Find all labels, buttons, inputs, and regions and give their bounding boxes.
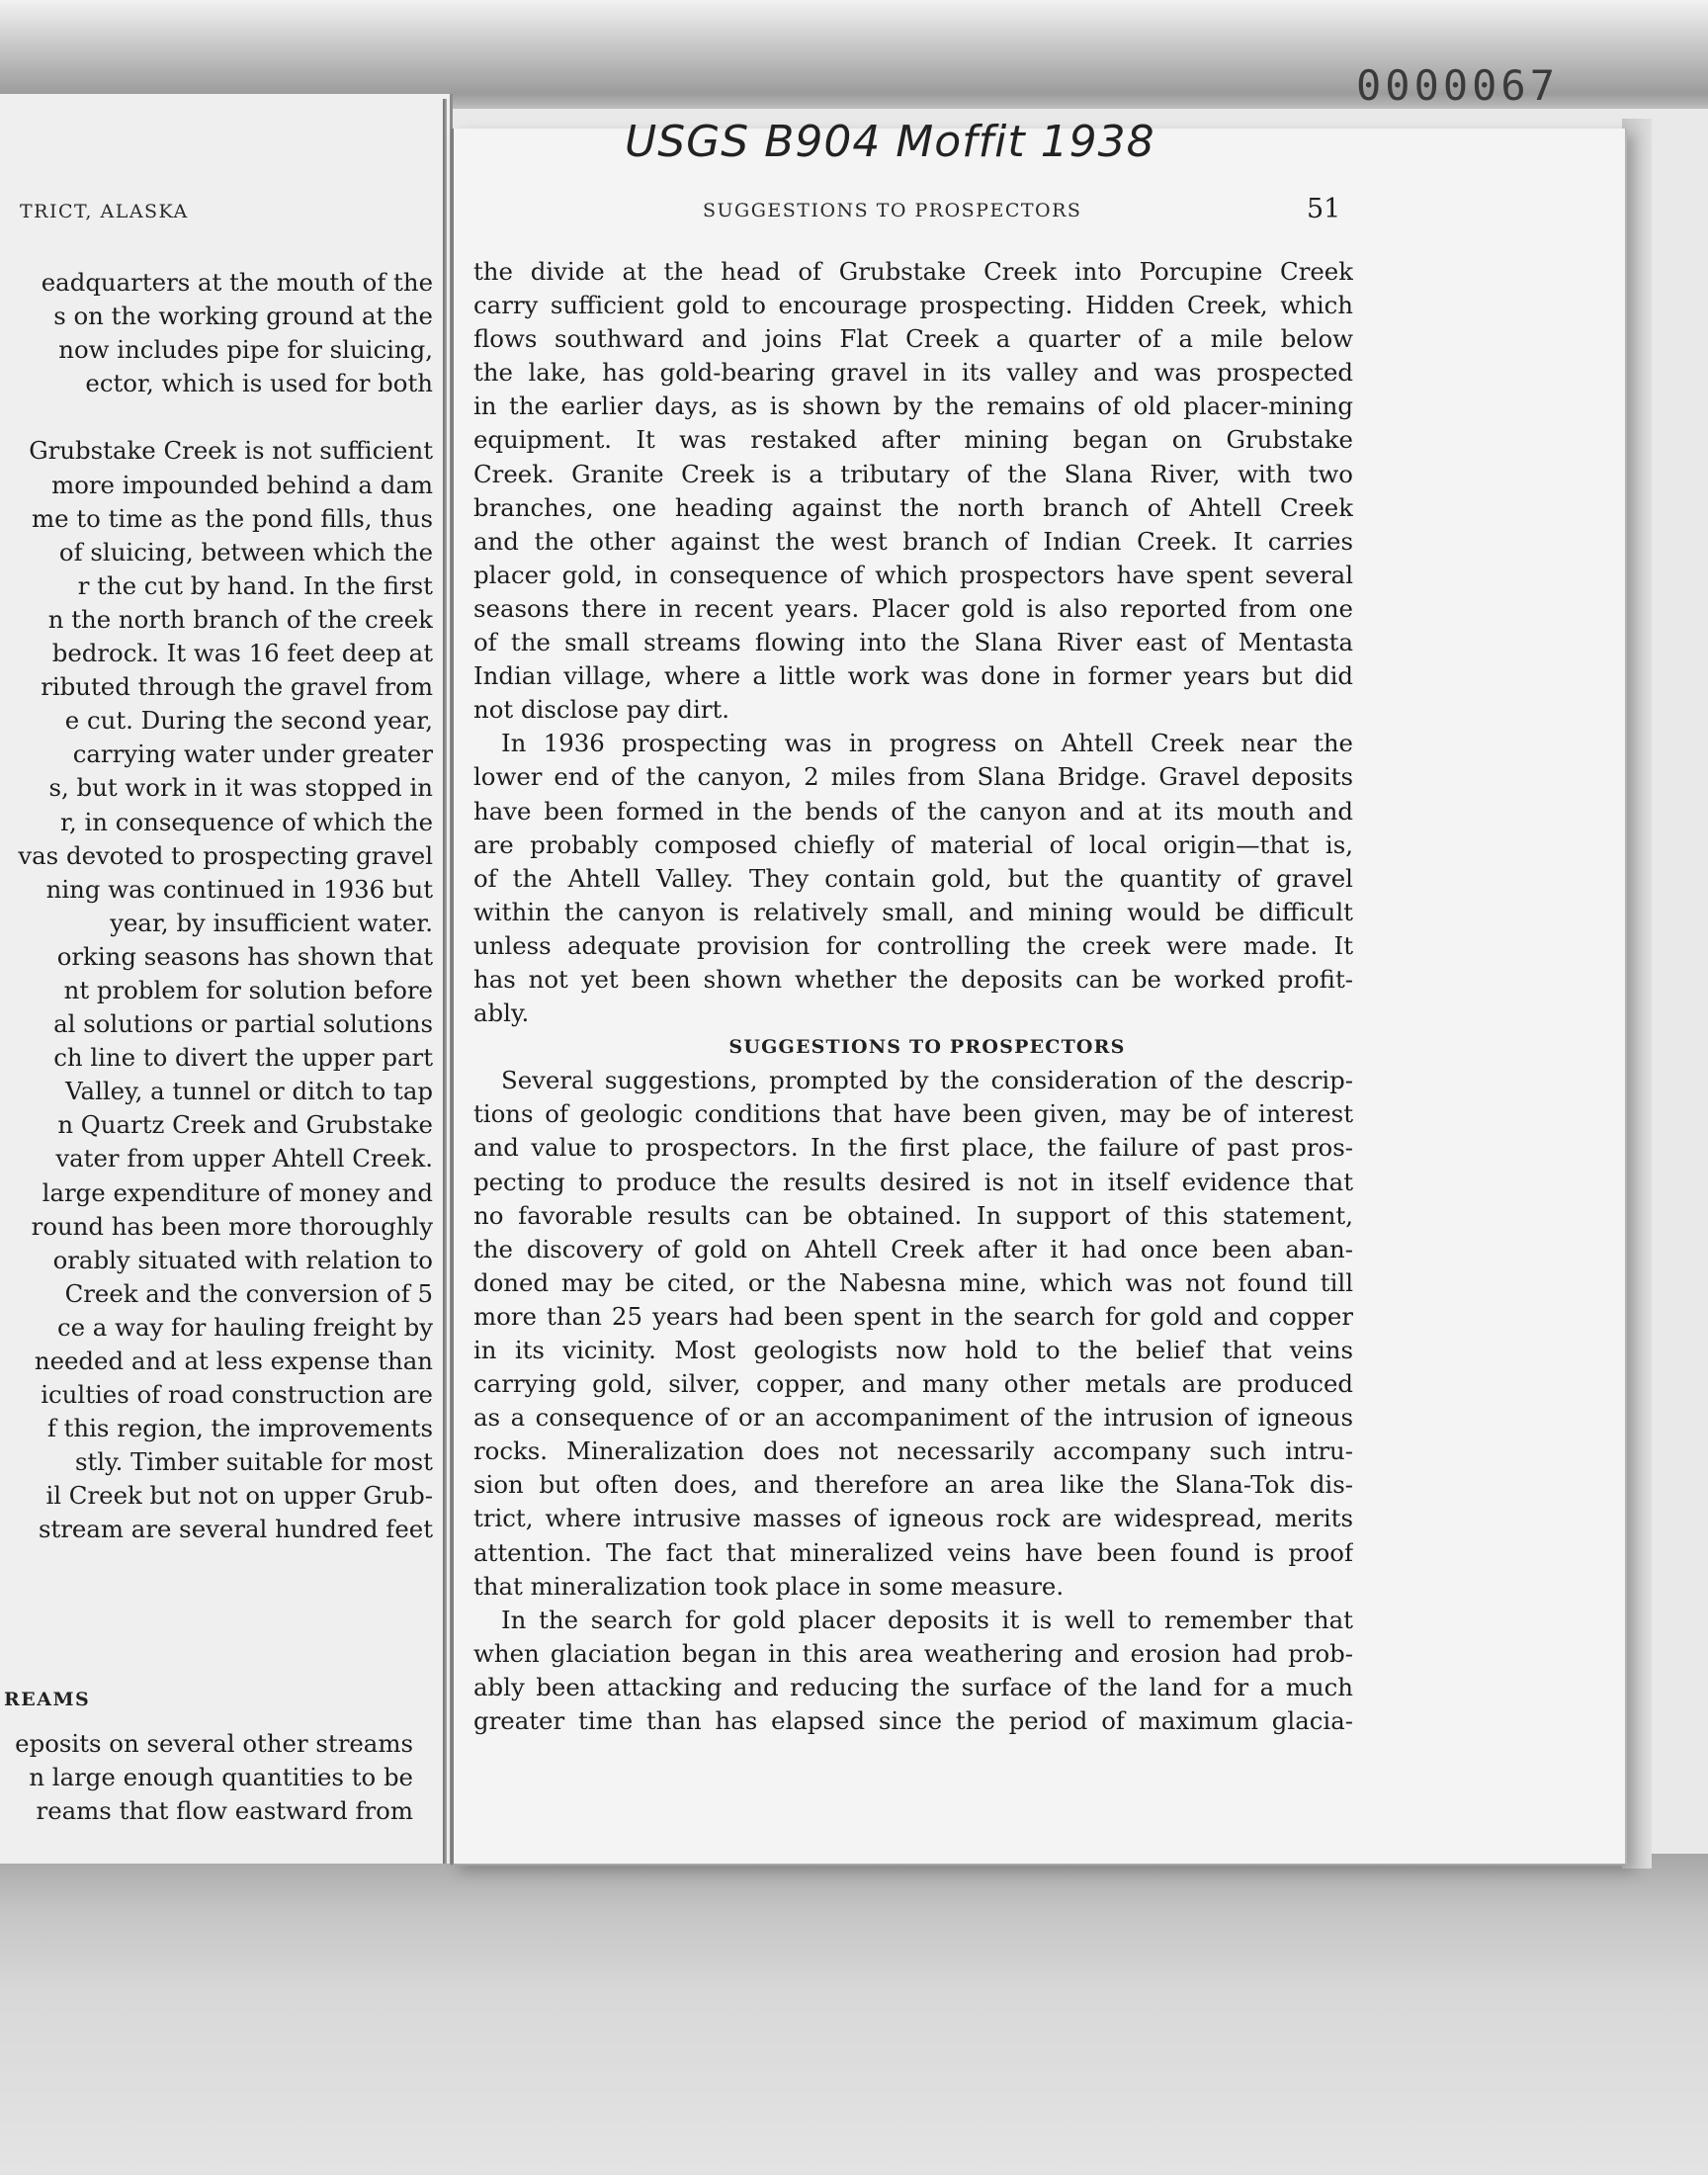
text-line: In the search for gold placer deposits it is well to remember that: [501, 1605, 1353, 1634]
text-line: Valley, a tunnel or ditch to tap: [65, 1077, 433, 1106]
text-line: lower end of the canyon, 2 miles from Slana Bridge. Gravel deposits: [473, 762, 1353, 792]
text-line: orably situated with relation to: [52, 1245, 433, 1274]
text-line: n Quartz Creek and Grubstake: [57, 1110, 433, 1140]
text-line: Indian village, where a little work was done in former years but did: [473, 661, 1353, 691]
page-number: 51: [1307, 194, 1341, 224]
text-line: more than 25 years had been spent in the search for gold and copper: [473, 1301, 1353, 1331]
text-line: unless adequate provision for controlling the creek were made. It: [473, 930, 1353, 960]
text-line: of sluicing, between which the: [58, 537, 433, 566]
text-line: il Creek but not on upper Grub-: [45, 1481, 433, 1511]
text-line: carrying water under greater: [72, 740, 433, 769]
text-line: the discovery of gold on Ahtell Creek after it had once been aban-: [473, 1234, 1353, 1263]
text-line: reams that flow eastward from: [36, 1796, 413, 1826]
text-line: tions of geologic conditions that have been given, may be of interest: [473, 1099, 1353, 1129]
text-line: ributed through the gravel from: [41, 672, 433, 702]
text-line: Grubstake Creek is not sufficient: [29, 436, 433, 466]
text-line: pecting to produce the results desired is not in itself evidence that: [473, 1167, 1353, 1196]
text-line: round has been more thoroughly: [31, 1211, 433, 1241]
text-line: Creek. Granite Creek is a tributary of the Slana River, with two: [473, 459, 1353, 488]
text-line: more impounded behind a dam: [51, 470, 433, 499]
paragraph-3: [473, 1064, 1353, 1604]
text-line: vater from upper Ahtell Creek.: [55, 1144, 433, 1174]
paragraph-1: [473, 255, 1353, 727]
text-line: n large enough quantities to be: [29, 1763, 413, 1792]
left-section-heading: REAMS: [4, 1689, 91, 1710]
text-line: carry sufficient gold to encourage prospecting. Hidden Creek, which: [473, 291, 1353, 320]
text-line: are probably composed chiefly of material of local origin—that is,: [473, 829, 1353, 859]
text-line: Several suggestions, prompted by the consideration of the descrip-: [501, 1066, 1353, 1095]
text-line: attention. The fact that mineralized veins have been found is proof: [473, 1537, 1353, 1567]
text-line: and the other against the west branch of Indian Creek. It carries: [473, 526, 1353, 556]
text-line: ch line to divert the upper part: [53, 1043, 433, 1073]
text-line: vas devoted to prospecting gravel: [18, 840, 433, 870]
scan-bottom-shadow: [0, 1854, 1708, 2175]
text-line: r, in consequence of which the: [60, 807, 433, 836]
book-gutter: [443, 99, 447, 1864]
text-line: as a consequence of or an accompaniment of the intrusion of igneous: [473, 1403, 1353, 1433]
section-heading: SUGGESTIONS TO PROSPECTORS: [728, 1036, 1126, 1059]
body-text: [473, 255, 1353, 1738]
text-line: placer gold, in consequence of which prospectors have spent several: [473, 560, 1353, 589]
text-line: eposits on several other streams: [15, 1729, 413, 1758]
text-line: r the cut by hand. In the first: [77, 570, 433, 600]
stamp-number: 0000067: [1356, 61, 1560, 110]
handwritten-reference: USGS B904 Moffit 1938: [625, 117, 1155, 167]
paragraph-2: [473, 727, 1353, 1030]
text-line: the lake, has gold-bearing gravel in its valley and was prospected: [473, 358, 1353, 388]
text-line: large expenditure of money and: [42, 1177, 433, 1207]
text-line: iculties of road construction are: [41, 1380, 433, 1410]
text-line: f this region, the improvements: [46, 1414, 433, 1443]
text-line: orking seasons has shown that: [56, 941, 433, 971]
text-line: that mineralization took place in some measure.: [473, 1571, 1065, 1601]
text-line: not disclose pay dirt.: [473, 695, 730, 725]
text-line: doned may be cited, or the Nabesna mine, which was not found till: [473, 1267, 1353, 1297]
text-line: bedrock. It was 16 feet deep at: [51, 639, 433, 668]
text-line: in the earlier days, as is shown by the remains of old placer-mining: [473, 392, 1353, 421]
text-line: seasons there in recent years. Placer gold is also reported from one: [473, 593, 1353, 623]
text-line: Creek and the conversion of 5: [64, 1278, 433, 1308]
text-line: equipment. It was restaked after mining began on Grubstake: [473, 425, 1353, 455]
left-page-text-continued: [0, 1727, 413, 1828]
text-line: sion but often does, and therefore an area like the Slana-Tok dis-: [473, 1470, 1353, 1500]
text-line: no favorable results can be obtained. In support of this statement,: [473, 1200, 1353, 1230]
text-line: stly. Timber suitable for most: [74, 1447, 433, 1477]
text-line: have been formed in the bends of the canyon and at its mouth and: [473, 796, 1353, 826]
running-head: [454, 194, 1625, 229]
paragraph-4: [473, 1604, 1353, 1738]
text-line: s, but work in it was stopped in: [48, 773, 433, 803]
text-line: the divide at the head of Grubstake Creek into Porcupine Creek: [473, 257, 1353, 286]
text-line: rocks. Mineralization does not necessarily accompany such intru-: [473, 1436, 1353, 1466]
text-line: of the small streams flowing into the Slana River east of Mentasta: [473, 628, 1353, 657]
text-line: al solutions or partial solutions: [53, 1009, 433, 1039]
text-line: of the Ahtell Valley. They contain gold, but the quantity of gravel: [473, 863, 1353, 893]
text-line: within the canyon is relatively small, and mining would be difficult: [473, 897, 1353, 926]
text-line: has not yet been shown whether the deposits can be worked profit-: [473, 964, 1353, 994]
text-line: eadquarters at the mouth of the: [41, 268, 433, 297]
text-line: year, by insufficient water.: [110, 908, 433, 937]
text-line: branches, one heading against the north branch of Ahtell Creek: [473, 492, 1353, 522]
left-running-head: TRICT, ALASKA: [20, 201, 189, 222]
text-line: and value to prospectors. In the first place, the failure of past pros-: [473, 1133, 1353, 1163]
text-line: carrying gold, silver, copper, and many other metals are produced: [473, 1369, 1353, 1399]
right-page: [451, 129, 1627, 1866]
text-line: stream are several hundred feet: [38, 1515, 433, 1544]
text-line: ably.: [473, 999, 530, 1028]
text-line: now includes pipe for sluicing,: [58, 335, 433, 365]
text-line: s on the working ground at the: [53, 302, 433, 331]
running-title: SUGGESTIONS TO PROSPECTORS: [703, 200, 1082, 221]
text-line: flows southward and joins Flat Creek a quarter of a mile below: [473, 324, 1353, 354]
text-line: ning was continued in 1936 but: [45, 874, 433, 904]
text-line: ce a way for hauling freight by: [56, 1312, 433, 1342]
text-line: e cut. During the second year,: [64, 706, 433, 736]
text-line: me to time as the pond fills, thus: [32, 503, 433, 533]
text-line: nt problem for solution before: [63, 975, 433, 1004]
text-line: needed and at less expense than: [34, 1347, 433, 1375]
left-page-text: [0, 266, 433, 1547]
text-line: ably been attacking and reducing the surface of the land for a much: [473, 1672, 1353, 1701]
text-line: ector, which is used for both: [85, 369, 433, 398]
text-line: in its vicinity. Most geologists now hold to the belief that veins: [473, 1336, 1353, 1364]
text-line: when glaciation began in this area weathering and erosion had prob-: [473, 1638, 1353, 1668]
text-line: n the north branch of the creek: [47, 604, 433, 634]
text-line: greater time than has elapsed since the period of maximum glacia-: [473, 1706, 1353, 1736]
text-line: [0, 400, 433, 434]
text-line: trict, where intrusive masses of igneous rock are widespread, merits: [473, 1504, 1353, 1533]
left-page: [0, 94, 453, 1864]
text-line: In 1936 prospecting was in progress on Ahtell Creek near the: [501, 729, 1353, 758]
